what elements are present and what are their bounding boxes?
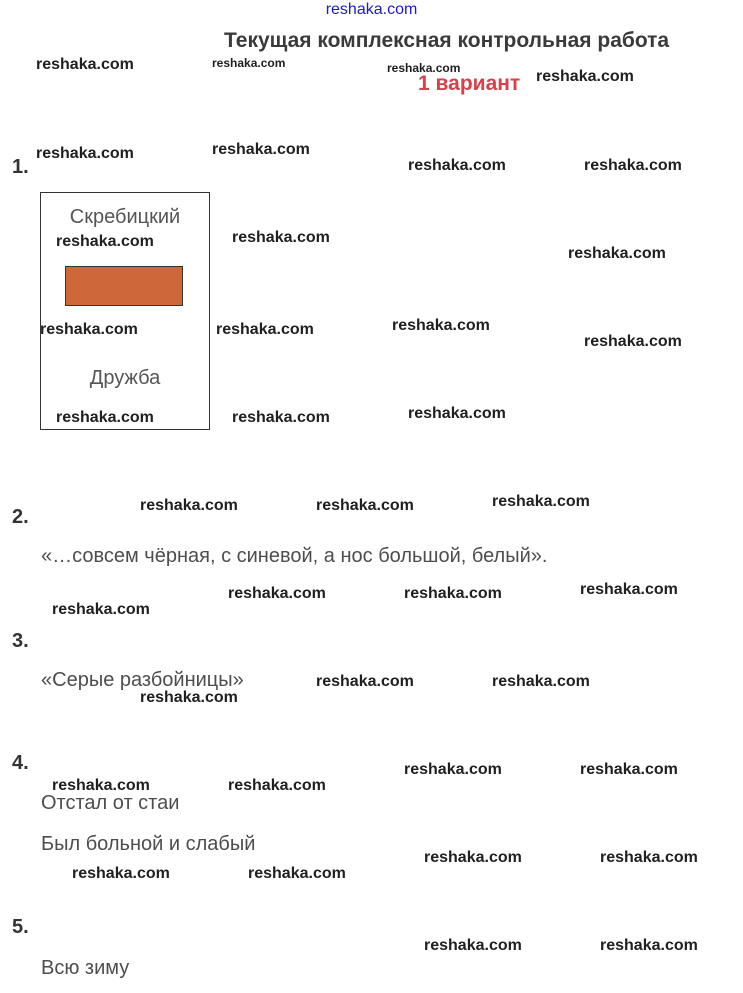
task-number-1: 1. bbox=[12, 156, 29, 178]
watermark: reshaka.com bbox=[140, 497, 238, 514]
watermark: reshaka.com bbox=[584, 333, 682, 350]
watermark: reshaka.com bbox=[568, 245, 666, 262]
watermark: reshaka.com bbox=[140, 689, 238, 706]
watermark: reshaka.com bbox=[408, 157, 506, 174]
watermark: reshaka.com bbox=[387, 61, 461, 75]
watermark: reshaka.com bbox=[408, 405, 506, 422]
task-4-answer-1: Отстал от стаи bbox=[41, 792, 180, 814]
book-author: Скребицкий bbox=[69, 206, 181, 228]
task-number-3: 3. bbox=[12, 630, 29, 652]
watermark: reshaka.com bbox=[392, 317, 490, 334]
page-title: Текущая комплексная контрольная работа bbox=[224, 29, 670, 52]
task-number-4: 4. bbox=[12, 752, 29, 774]
watermark: reshaka.com bbox=[228, 777, 326, 794]
watermark: reshaka.com bbox=[492, 673, 590, 690]
task-5-answer: Всю зиму bbox=[41, 957, 130, 979]
task-3-answer: «Серые разбойницы» bbox=[41, 669, 244, 691]
watermark: reshaka.com bbox=[316, 497, 414, 514]
watermark: reshaka.com bbox=[36, 56, 134, 73]
watermark: reshaka.com bbox=[248, 865, 346, 882]
watermark: reshaka.com bbox=[232, 409, 330, 426]
watermark: reshaka.com bbox=[600, 849, 698, 866]
watermark: reshaka.com bbox=[404, 761, 502, 778]
watermark: reshaka.com bbox=[536, 68, 634, 85]
watermark: reshaka.com bbox=[316, 673, 414, 690]
watermark: reshaka.com bbox=[212, 56, 286, 70]
watermark: reshaka.com bbox=[40, 321, 138, 338]
watermark: reshaka.com bbox=[52, 601, 150, 618]
variant-label: 1 вариант bbox=[418, 72, 521, 95]
watermark: reshaka.com bbox=[404, 585, 502, 602]
watermark: reshaka.com bbox=[424, 849, 522, 866]
task-4-answer-2: Был больной и слабый bbox=[41, 833, 256, 855]
watermark: reshaka.com bbox=[56, 409, 154, 426]
task-2-answer: «…совсем чёрная, с синевой, а нос большой, белый». bbox=[41, 545, 548, 567]
top-watermark: reshaka.com bbox=[325, 1, 418, 18]
book-title: Дружба bbox=[89, 367, 161, 389]
task-number-5: 5. bbox=[12, 916, 29, 938]
watermark: reshaka.com bbox=[56, 233, 154, 250]
watermark: reshaka.com bbox=[580, 581, 678, 598]
watermark: reshaka.com bbox=[492, 493, 590, 510]
book-cover-rectangle bbox=[65, 266, 183, 306]
watermark: reshaka.com bbox=[580, 761, 678, 778]
watermark: reshaka.com bbox=[600, 937, 698, 954]
watermark: reshaka.com bbox=[212, 141, 310, 158]
watermark: reshaka.com bbox=[232, 229, 330, 246]
watermark: reshaka.com bbox=[424, 937, 522, 954]
watermark: reshaka.com bbox=[584, 157, 682, 174]
task-number-2: 2. bbox=[12, 506, 29, 528]
book-cover-card bbox=[40, 192, 210, 430]
watermark: reshaka.com bbox=[52, 777, 150, 794]
watermark: reshaka.com bbox=[72, 865, 170, 882]
watermark: reshaka.com bbox=[216, 321, 314, 338]
watermark: reshaka.com bbox=[228, 585, 326, 602]
watermark: reshaka.com bbox=[36, 145, 134, 162]
